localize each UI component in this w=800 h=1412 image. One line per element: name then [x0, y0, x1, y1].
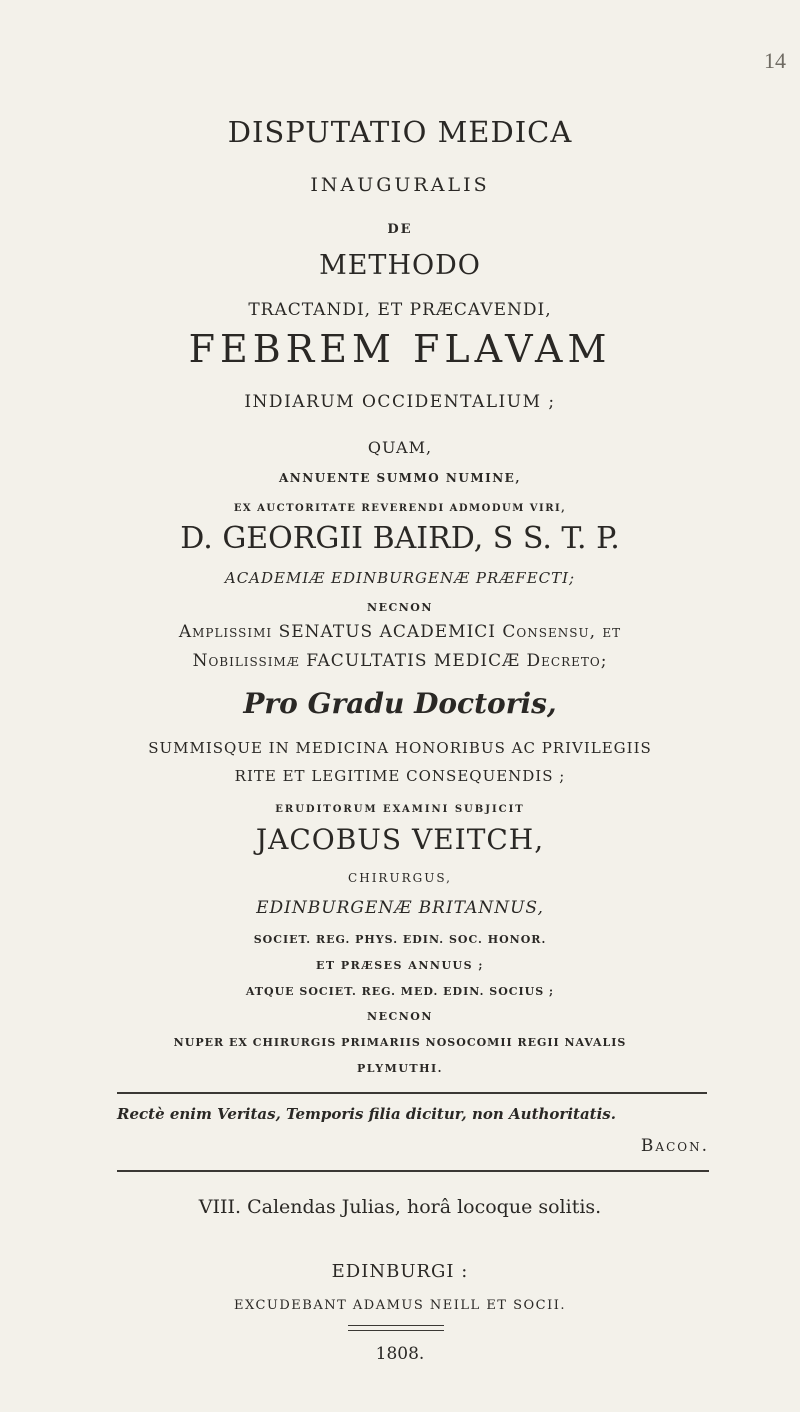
pro-gradu-line: Pro Gradu Doctoris, [243, 687, 557, 720]
author-chirurgus: CHIRURGUS, [348, 871, 452, 885]
date-line: VIII. Calendas Julias, horâ locoque solitis. [198, 1196, 602, 1218]
epigraph-bottom-rule [117, 1170, 709, 1172]
auctoritate-line: EX AUCTORITATE REVERENDI ADMODUM VIRI, [233, 503, 567, 514]
imprint-rule-1 [348, 1325, 444, 1326]
summisque-line: SUMMISQUE IN MEDICINA HONORIBUS AC PRIVILEGIIS [148, 739, 652, 757]
corner-mark: 14 [764, 48, 786, 73]
imprint-printer: EXCUDEBANT ADAMUS NEILL ET SOCII. [233, 1298, 567, 1313]
necnon-line-1: NECNON [367, 601, 433, 614]
author-name: JACOBUS VEITCH, [255, 823, 545, 856]
title-line-de: DE [387, 222, 413, 237]
author-praeses: ET PRÆSES ANNUUS ; [316, 959, 484, 972]
epigraph-attribution: Bacon. [640, 1136, 709, 1156]
title-line-disputatio: DISPUTATIO MEDICA [227, 115, 573, 149]
senatus-line: Amplissimi SENATUS ACADEMICI Consensu, et [178, 622, 622, 642]
author-place: PLYMUTHI. [357, 1062, 443, 1075]
title-line-indiarum: INDIARUM OCCIDENTALIUM ; [244, 392, 556, 412]
author-origin: EDINBURGENÆ BRITANNUS, [256, 898, 544, 918]
annuente-line: ANNUENTE SUMMO NUMINE, [278, 471, 522, 485]
title-line-inauguralis: INAUGURALIS [310, 174, 490, 196]
title-line-methodo: METHODO [319, 250, 481, 281]
author-nuper: NUPER EX CHIRURGIS PRIMARIIS NOSOCOMII REGII NAVALIS [173, 1036, 627, 1049]
author-societ-phys: SOCIET. REG. PHYS. EDIN. SOC. HONOR. [253, 933, 547, 946]
author-societ-med: ATQUE SOCIET. REG. MED. EDIN. SOCIUS ; [245, 985, 555, 998]
title-line-febrem-flavam: FEBREM FLAVAM [188, 327, 612, 371]
title-line-tractandi: TRACTANDI, ET PRÆCAVENDI, [248, 300, 552, 320]
eruditorum-line: ERUDITORUM EXAMINI SUBJICIT [275, 804, 525, 815]
imprint-rule-2 [348, 1330, 444, 1331]
academiae-prefect-line: ACADEMIÆ EDINBURGENÆ PRÆFECTI; [224, 569, 576, 587]
author-necnon: NECNON [367, 1010, 433, 1023]
epigraph-quote: Rectè enim Veritas, Temporis filia dicitur, non Authoritatis. [117, 1105, 616, 1123]
epigraph-top-rule [117, 1092, 707, 1094]
baird-name-line: D. GEORGII BAIRD, S S. T. P. [180, 521, 620, 556]
facultatis-line: Nobilissimæ FACULTATIS MEDICÆ Decreto; [192, 651, 608, 671]
imprint-year: 1808. [375, 1344, 425, 1364]
quam-line: QUAM, [367, 438, 433, 457]
imprint-city: EDINBURGI : [331, 1261, 469, 1282]
rite-line: RITE ET LEGITIME CONSEQUENDIS ; [234, 767, 566, 785]
